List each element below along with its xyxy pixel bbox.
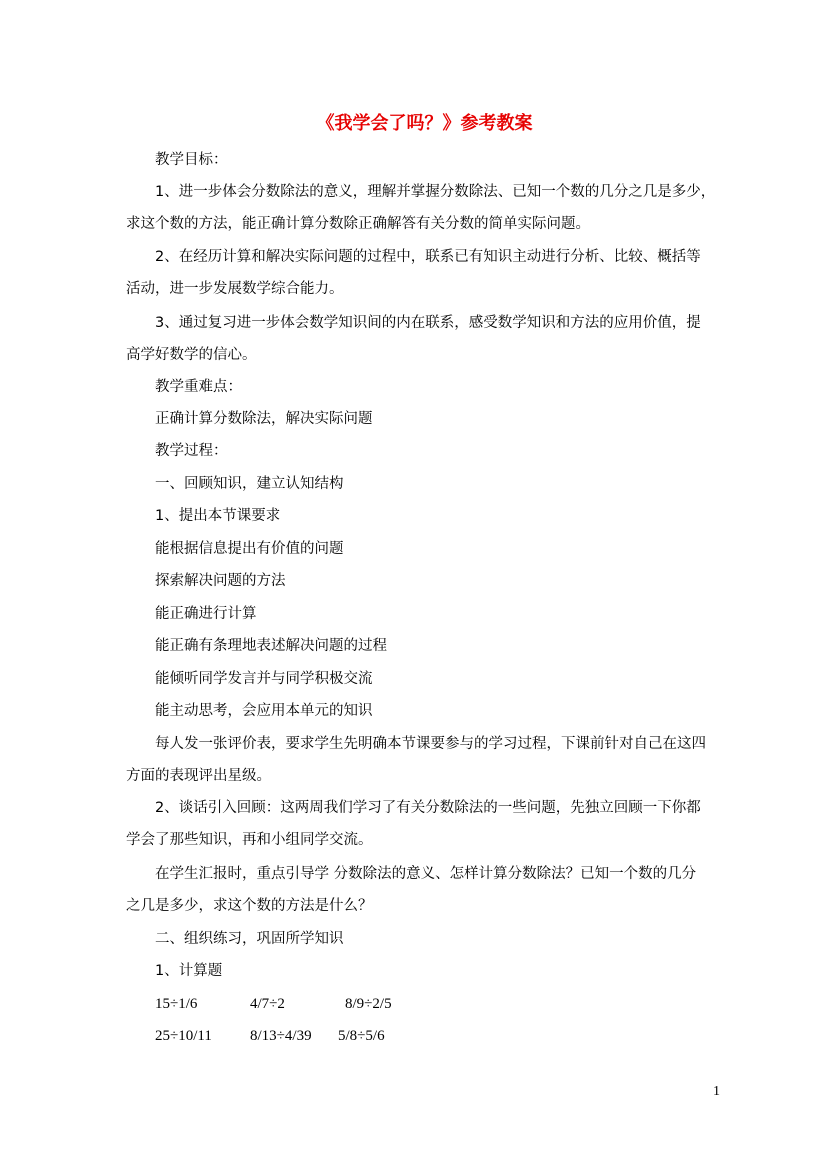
evaluation-line-1: 每人发一张评价表，要求学生先明确本节课要参与的学习过程，下课前针对自己在这四 bbox=[155, 736, 706, 752]
requirement-6: 能主动思考，会应用本单元的知识 bbox=[155, 703, 373, 719]
requirement-4: 能正确有条理地表述解决问题的过程 bbox=[155, 638, 387, 654]
calc-item: 8/13÷4/39 bbox=[250, 1028, 312, 1044]
objective-2-line-2: 活动，进一步发展数学综合能力。 bbox=[126, 281, 344, 297]
report-line-2: 之几是多少，求这个数的方法是什么？ bbox=[126, 898, 373, 914]
requirement-2: 探索解决问题的方法 bbox=[155, 573, 286, 589]
document-title: 《我学会了吗？》参考教案 bbox=[316, 113, 533, 134]
objectives-heading: 教学目标： bbox=[155, 152, 228, 168]
step-2-line-2: 学会了那些知识，再和小组同学交流。 bbox=[126, 832, 373, 848]
evaluation-line-2: 方面的表现评出星级。 bbox=[126, 768, 271, 784]
difficulty-heading: 教学重难点： bbox=[155, 379, 242, 395]
calc-item: 4/7÷2 bbox=[250, 996, 285, 1012]
calc-item: 5/8÷5/6 bbox=[338, 1028, 385, 1044]
objective-1-line-1: 1、进一步体会分数除法的意义，理解并掌握分数除法、已知一个数的几分之几是多少， bbox=[155, 184, 716, 200]
page-number: 1 bbox=[713, 1084, 720, 1099]
objective-3-line-2: 高学好数学的信心。 bbox=[126, 347, 257, 363]
calc-row-2 bbox=[155, 1026, 735, 1046]
section-2-heading: 二、组织练习，巩固所学知识 bbox=[155, 931, 344, 947]
objective-1-line-2: 求这个数的方法，能正确计算分数除正确解答有关分数的简单实际问题。 bbox=[126, 216, 590, 232]
calc-row-1 bbox=[155, 994, 735, 1014]
section-1-heading: 一、回顾知识，建立认知结构 bbox=[155, 476, 344, 492]
calc-item: 8/9÷2/5 bbox=[345, 996, 392, 1012]
step-2-line-1: 2、谈话引入回顾：这两周我们学习了有关分数除法的一些问题，先独立回顾一下你都 bbox=[155, 800, 701, 816]
calc-heading: 1、计算题 bbox=[155, 963, 223, 979]
objective-3-line-1: 3、通过复习进一步体会数学知识间的内在联系，感受数学知识和方法的应用价值，提 bbox=[155, 315, 701, 331]
requirement-5: 能倾听同学发言并与同学积极交流 bbox=[155, 671, 373, 687]
report-line-1: 在学生汇报时，重点引导学 分数除法的意义、怎样计算分数除法？已知一个数的几分 bbox=[155, 866, 697, 882]
step-1-heading: 1、提出本节课要求 bbox=[155, 508, 281, 524]
requirement-1: 能根据信息提出有价值的问题 bbox=[155, 541, 344, 557]
calc-item: 15÷1/6 bbox=[155, 996, 198, 1012]
process-heading: 教学过程： bbox=[155, 443, 228, 459]
requirement-3: 能正确进行计算 bbox=[155, 606, 257, 622]
objective-2-line-1: 2、在经历计算和解决实际问题的过程中，联系已有知识主动进行分析、比较、概括等 bbox=[155, 249, 701, 265]
calc-item: 25÷10/11 bbox=[155, 1028, 212, 1044]
difficulty-text: 正确计算分数除法，解决实际问题 bbox=[155, 411, 373, 427]
